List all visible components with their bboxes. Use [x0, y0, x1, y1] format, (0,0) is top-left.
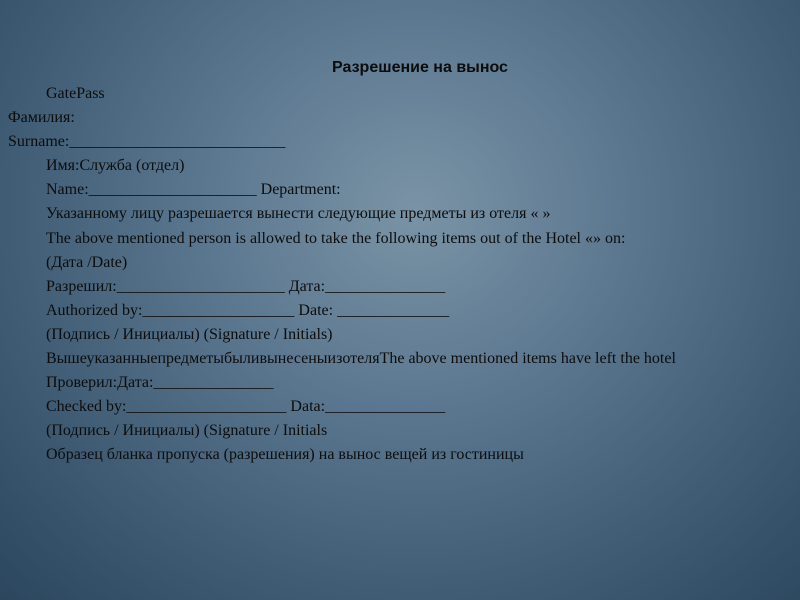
razreshil-line: Разрешил:_____________________ Дата:_______________ — [46, 277, 446, 295]
proveril-line: Проверил:Дата:_______________ — [46, 374, 274, 392]
signature-line-2: (Подпись / Инициалы) (Signature / Initials — [46, 422, 328, 440]
gate-pass-form — [8, 82, 792, 468]
document-title: Разрешение на вынос — [332, 59, 508, 76]
checked-by-line: Checked by:____________________ Data:_______________ — [46, 398, 446, 416]
above-mentioned-line: The above mentioned person is allowed to take the following items out of the Hotel «» on: — [46, 229, 626, 247]
authorized-by-line: Authorized by:___________________ Date: ______________ — [46, 301, 450, 319]
items-left-line: ВышеуказанныепредметыбыливынесеныизотеляThe above mentioned items have left the hotel — [46, 350, 676, 368]
signature-line-1: (Подпись / Инициалы) (Signature / Initials) — [46, 325, 333, 343]
imya-sluzhba-line: Имя:Служба (отдел) — [46, 157, 185, 175]
data-date-line: (Дата /Date) — [46, 253, 128, 271]
ukazannomu-line: Указанному лицу разрешается вынести следующие предметы из отеля « » — [46, 205, 551, 223]
obrazec-line: Образец бланка пропуска (разрешения) на вынос вещей из гостиницы — [46, 446, 524, 464]
name-department-line: Name:_____________________ Department: — [46, 181, 341, 199]
familiya-line: Фамилия: — [8, 109, 75, 127]
gatepass-line: GatePass — [46, 85, 105, 102]
surname-line: Surname:___________________________ — [8, 133, 286, 151]
